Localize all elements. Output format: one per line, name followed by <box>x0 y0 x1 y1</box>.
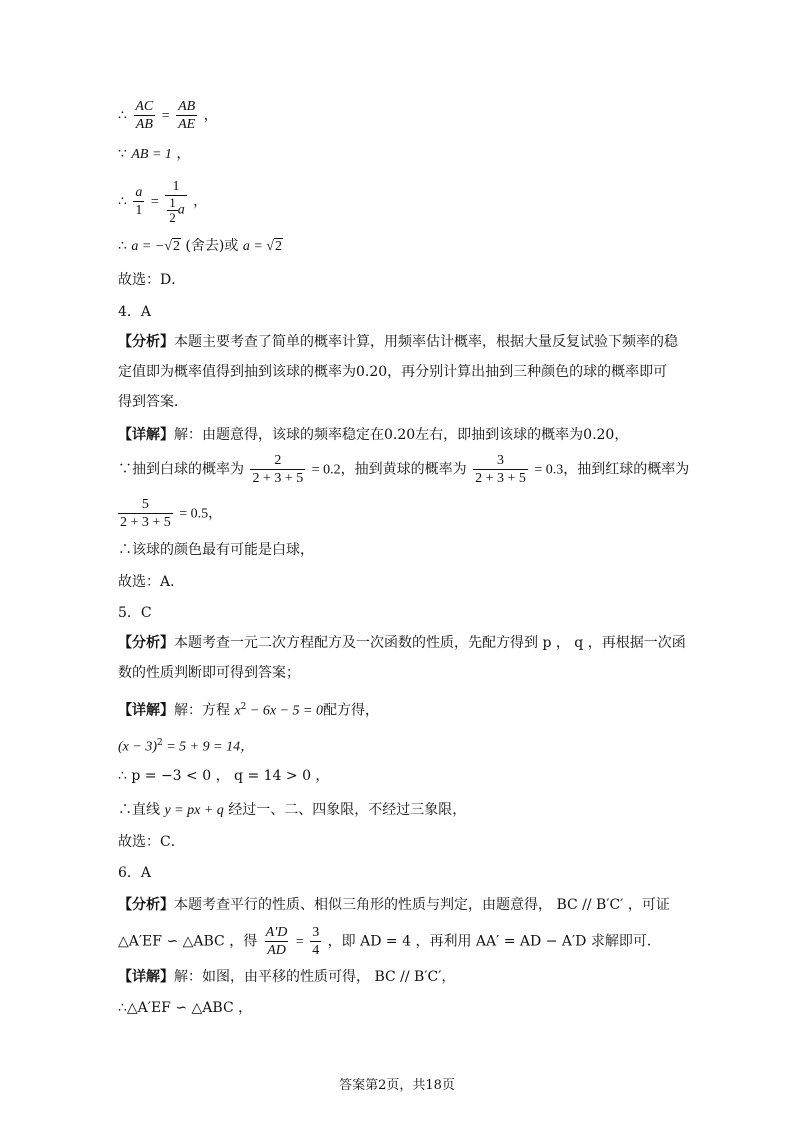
solution-a-line: ∴ a = −√2 (舍去)或 a = √2 <box>118 238 282 254</box>
page-footer: 答案第2页，共18页 <box>339 1078 455 1093</box>
q5-analysis-1: 【分析】本题考查一元二次方程配方及一次函数的性质，先配方得到 p ， q ，再根据一次函 <box>118 635 686 651</box>
q4-probabilities: ∵抽到白球的概率为 $\frac{2}{2 + 3 + 5}$ = 0.2，抽到黄球的概率为 $\frac{3}{2 + 3 + 5}$ = 0.3，抽到红球的概率为 <box>118 453 690 486</box>
fraction-3-4: $\frac{3}{4}$ <box>312 925 320 958</box>
fraction-white: $\frac{2}{2 + 3 + 5}$ <box>252 453 304 486</box>
q5-complete-square: $(x - 3)^2 = 5 + 9 = 14$， <box>118 738 255 755</box>
q5-line-quadrants: ∴直线 y = px + q 经过一、二、四象限，不经过三象限， <box>118 802 467 818</box>
fraction-ac-ab: $\frac{AC}{AB}$ <box>135 99 154 132</box>
fraction-ab-ae: $\frac{AB}{AE}$ <box>178 99 196 132</box>
fraction-red: $\frac{5}{2 + 3 + 5}$ <box>120 497 171 530</box>
q4-conclusion: ∴该球的颜色最有可能是白球， <box>118 542 314 558</box>
therefore-symbol: ∴ <box>118 107 127 124</box>
choice-d: 故选：D． <box>118 272 186 288</box>
fraction-a-prime-d-ad: $\frac{A'D}{AD}$ <box>265 925 288 958</box>
q6-detail-2: ∴△A′EF ∽ △ABC ， <box>118 1000 253 1016</box>
q4-analysis-2: 定值即为概率值得到抽到该球的概率为0.20，再分别计算出抽到三种颜色的球的概率即可 <box>118 364 668 380</box>
sqrt-2-negative: √2 <box>164 239 180 254</box>
given-ab-line: ∵ AB = 1 ， <box>118 146 191 162</box>
q6-detail-1: 【详解】解：如图，由平移的性质可得， BC // B′C′， <box>118 969 456 985</box>
q5-choice: 故选：C． <box>118 834 185 850</box>
q4-red-probability: $\frac{5}{2 + 3 + 5}$ = 0.5， <box>120 497 223 530</box>
sqrt-2-positive: √2 <box>266 239 282 254</box>
fraction-a-1: $\frac{a}{1}$ <box>135 185 143 218</box>
q5-detail-1: 【详解】解：方程 $x^2 - 6x - 5 = 0$配方得， <box>118 702 379 719</box>
q4-choice: 故选：A． <box>118 574 185 590</box>
q6-similarity: △A′EF ∽ △ABC ，得 $\frac{A'D}{AD}$ = $\frac{3}{4}$ ，即 AD = 4 ，再利用 AA′ = AD − A′D 求解即可． <box>118 925 661 958</box>
q4-analysis-1: 【分析】本题主要考查了简单的概率计算，用频率估计概率，根据大量反复试验下频率的稳 <box>118 334 678 350</box>
eq-ratio-line: ∴ $\frac{AC}{AB}$ = $\frac{AB}{AE}$ ， <box>118 99 218 132</box>
q5-number: 5．C <box>118 605 152 621</box>
q4-number: 4．A <box>118 304 152 320</box>
eq-a-line: ∴ $\frac{a}{1}$ = 1 $\frac{1}{2}$ a ， <box>118 179 208 225</box>
q4-analysis-3: 得到答案． <box>118 394 188 410</box>
q5-analysis-2: 数的性质判断即可得到答案； <box>118 665 300 681</box>
q6-analysis-1: 【分析】本题考查平行的性质、相似三角形的性质与判定，由题意得， BC // B′C′ ，可证 <box>118 897 670 913</box>
fraction-1-half-a: 1 $\frac{1}{2}$ a <box>165 178 187 225</box>
fraction-yellow: $\frac{3}{2 + 3 + 5}$ <box>475 453 526 486</box>
q4-detail-1: 【详解】解：由题意得，该球的频率稳定在0.20左右，即抽到该球的概率为0.20， <box>118 427 629 443</box>
q6-number: 6．A <box>118 865 152 881</box>
q5-pq: ∴ p = −3 < 0 ， q = 14 > 0 ， <box>118 768 330 784</box>
